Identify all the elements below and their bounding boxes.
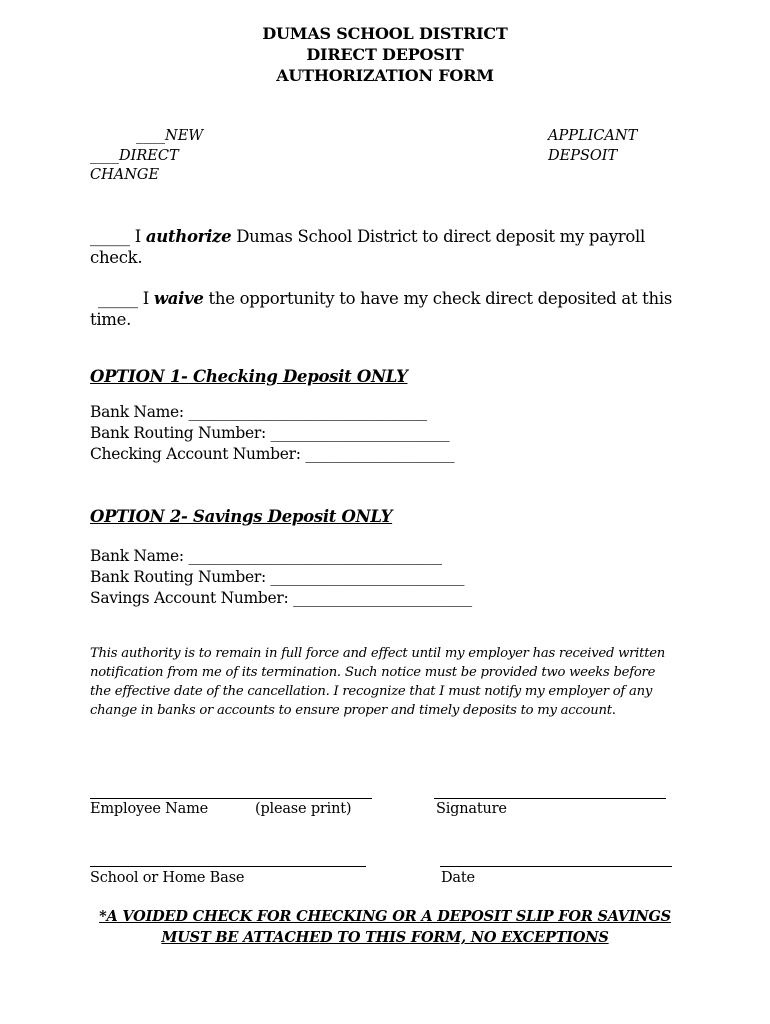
waive-text-cont: time. (90, 310, 132, 329)
option1-routing-field[interactable]: Bank Routing Number: ________________________ (90, 424, 450, 442)
option2-account-field[interactable]: Savings Account Number: ________________________ (90, 589, 472, 607)
option1-title: OPTION 1- Checking Deposit ONLY (90, 367, 408, 386)
signature-label: Signature (436, 801, 507, 817)
employee-name-label: Employee Name (90, 801, 209, 817)
waive-keyword: waive (153, 289, 204, 308)
date-line[interactable] (440, 866, 672, 867)
school-line[interactable] (90, 866, 366, 867)
form-title-line3: AUTHORIZATION FORM (276, 66, 494, 85)
applicant-label: APPLICANT (548, 128, 638, 144)
option2-bank-name-field[interactable]: Bank Name: __________________________________ (90, 547, 442, 565)
footer-notice-line1: *A VOIDED CHECK FOR CHECKING OR A DEPOSIT SLIP FOR SAVINGS (99, 908, 671, 925)
authorize-text-cont: check. (90, 248, 143, 267)
authorize-text: Dumas School District to direct deposit my payroll (231, 227, 645, 246)
authorize-statement[interactable] (90, 227, 645, 246)
option2-routing-field[interactable]: Bank Routing Number: __________________________ (90, 568, 465, 586)
depsoit-label: DEPSOIT (548, 148, 618, 164)
authorize-blank[interactable]: _____ I (90, 227, 146, 246)
waive-blank[interactable]: _____ I (98, 289, 154, 308)
authority-note: This authority is to remain in full force and effect until my employer has received written notification from me of its termination. Such notice must be provided two weeks before the effective date of the cancellation. I recognize that I must notify my employer of any change in banks or accounts to ensure proper and timely deposits to my account. (90, 646, 666, 718)
employee-name-line[interactable] (90, 798, 372, 799)
option1-bank-name-field[interactable]: Bank Name: ________________________________ (90, 403, 427, 421)
waive-text: the opportunity to have my check direct deposited at this (203, 289, 672, 308)
footer-notice-line2: MUST BE ATTACHED TO THIS FORM, NO EXCEPTIONS (161, 929, 609, 946)
school-label: School or Home Base (90, 870, 245, 886)
date-label: Date (441, 870, 475, 886)
direct-option[interactable]: ____DIRECT (90, 148, 179, 164)
option1-account-field[interactable]: Checking Account Number: ____________________ (90, 445, 455, 463)
signature-line[interactable] (434, 798, 666, 799)
option2-title: OPTION 2- Savings Deposit ONLY (90, 507, 393, 526)
form-title-line2: DIRECT DEPOSIT (306, 45, 464, 64)
form-title-line1: DUMAS SCHOOL DISTRICT (262, 24, 508, 43)
change-label: CHANGE (90, 167, 160, 183)
new-option[interactable]: ____NEW (136, 128, 204, 144)
authorize-keyword: authorize (145, 227, 232, 246)
waive-statement[interactable] (98, 289, 672, 308)
please-print-label: (please print) (255, 801, 352, 817)
